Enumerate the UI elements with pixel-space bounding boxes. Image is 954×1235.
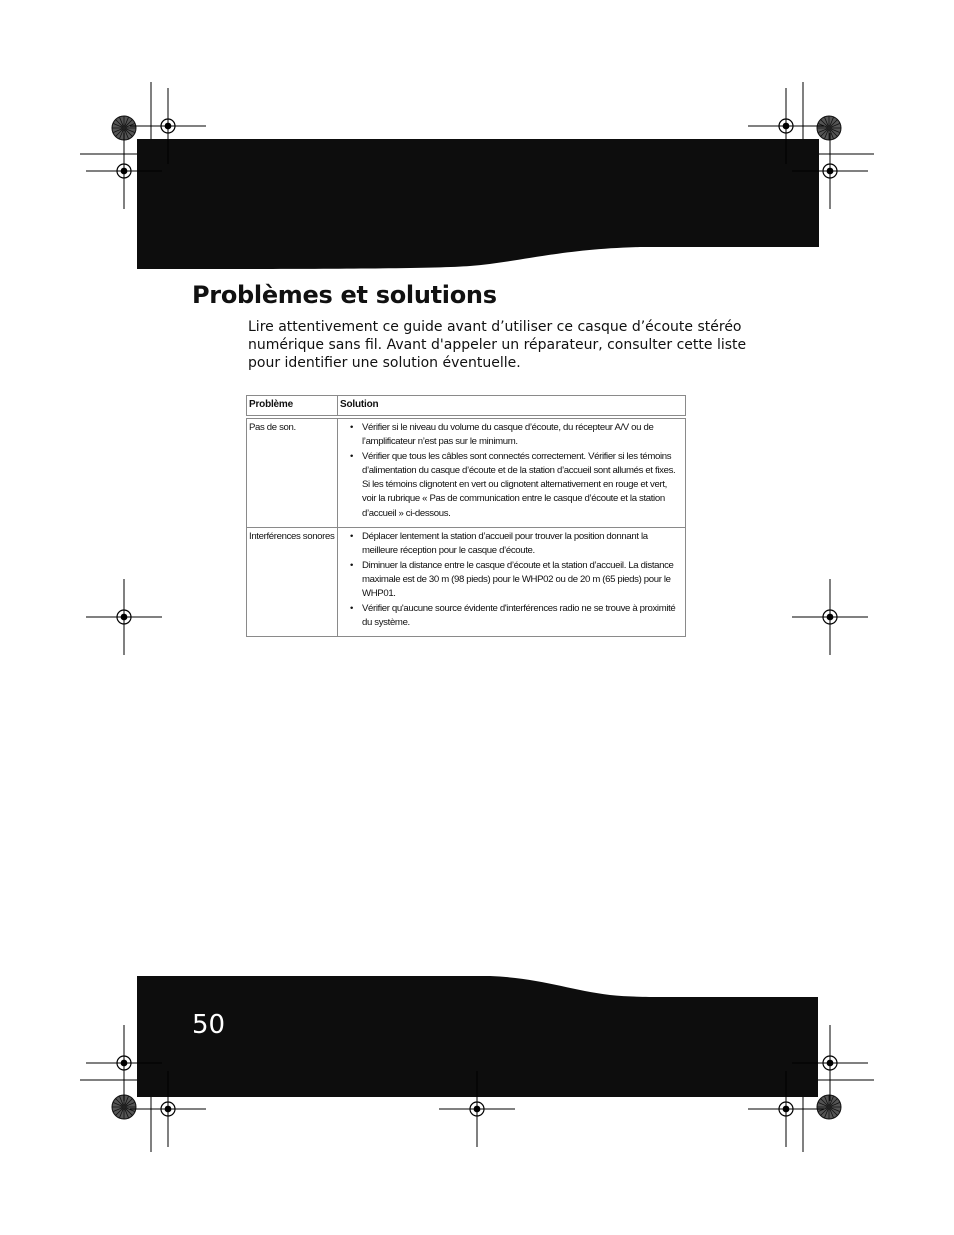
solution-cell (338, 417, 686, 528)
column-header-problem: Problème (247, 396, 338, 418)
page-title: Problèmes et solutions (192, 281, 497, 309)
solution-cell (338, 528, 686, 637)
problem-cell: Pas de son. (247, 417, 338, 528)
solution-item: • Vérifier que tous les câbles sont connectés correctement. Vérifier si les témoins d’alimentation du casque d’écoute et de la station d’accueil sont allumés et fixes. Si les témoins clignotent en vert ou clignotent alternativement en rouge et vert, voir la rubrique « Pas de communication entre le casque d’écoute et la station d’accueil » ci-dessous. (340, 450, 683, 521)
solution-item: • Vérifier si le niveau du volume du casque d’écoute, du récepteur A/V ou de l’amplificateur n’est pas sur le minimum. (340, 421, 683, 450)
problem-cell: Interférences sonores (247, 528, 338, 637)
solution-item: • Diminuer la distance entre le casque d’écoute et la station d’accueil. La distance maximale est de 30 m (98 pieds) pour le WHP02 ou de 20 m (65 pieds) pour le WHP01. (340, 559, 683, 602)
solution-list (340, 530, 683, 634)
table-row (247, 528, 686, 637)
column-header-solution: Solution (338, 396, 686, 418)
page-number: 50 (192, 1010, 226, 1040)
table-row (247, 417, 686, 528)
intro-paragraph: Lire attentivement ce guide avant d’utiliser ce casque d’écoute stéréo numérique sans fil. Avant d'appeler un réparateur, consulter cette liste pour identifier une solution éventuelle. (248, 319, 747, 371)
solution-item: • Déplacer lentement la station d’accueil pour trouver la position donnant la meilleure réception pour le casque d’écoute. (340, 530, 683, 559)
solution-list (340, 421, 683, 525)
troubleshooting-table (246, 395, 686, 637)
table-header-row (247, 396, 686, 418)
solution-item: • Vérifier qu'aucune source évidente d'interférences radio ne se trouve à proximité du système. (340, 602, 683, 631)
